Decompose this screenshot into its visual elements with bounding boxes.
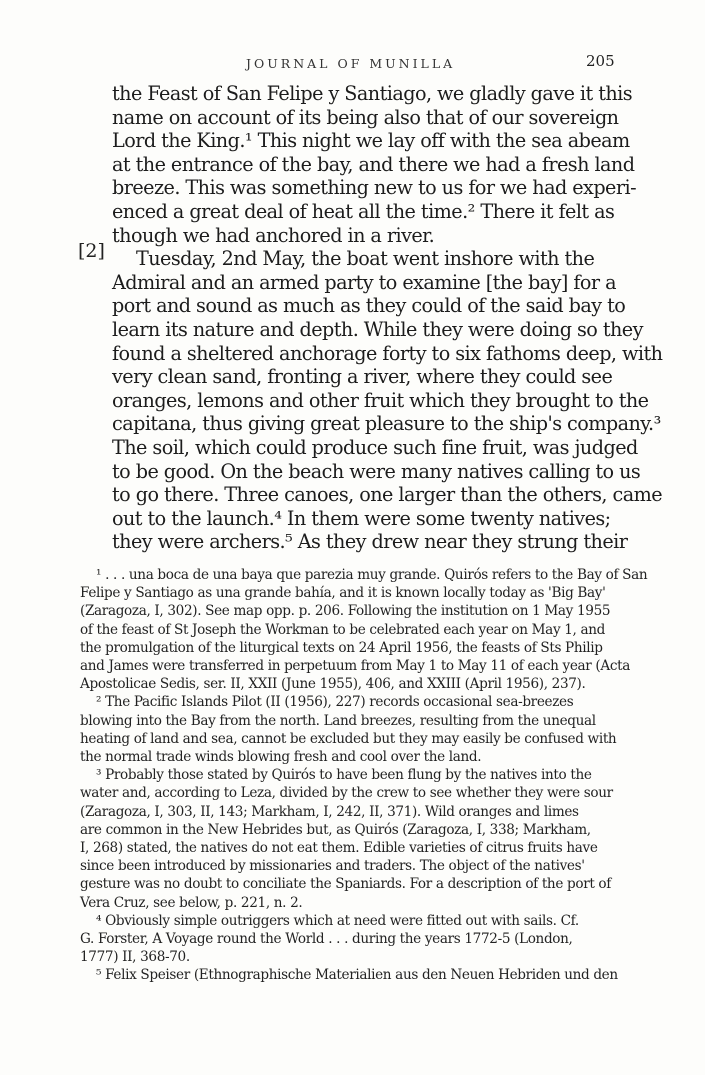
text-line: name on account of its being also that of our sovereign: [112, 105, 619, 129]
footnote-line: I, 268) stated, the natives do not eat them. Edible varieties of citrus fruits have: [80, 840, 598, 857]
footnote-line: blowing into the Bay from the north. Land breezes, resulting from the unequal: [80, 712, 596, 729]
footnote-line: ³ Probably those stated by Quirós to have been flung by the natives into the: [96, 767, 592, 784]
text-line: Tuesday, 2nd May, the boat went inshore with the: [136, 247, 595, 271]
footnote-line: and James were transferred in perpetuum from May 1 to May 11 of each year (Acta: [80, 658, 630, 675]
footnote-line: the promulgation of the liturgical texts on 24 April 1956, the feasts of Sts Philip: [80, 639, 603, 656]
footnote-line: Vera Cruz, see below, p. 221, n. 2.: [80, 894, 303, 911]
main-text: [112, 82, 672, 554]
text-line: very clean sand, fronting a river, where they could see: [112, 365, 613, 389]
footnote-line: ⁴ Obviously simple outriggers which at need were fitted out with sails. Cf.: [96, 912, 579, 929]
text-line: enced a great deal of heat all the time.² There it felt as: [112, 199, 615, 223]
running-head: JOURNAL OF MUNILLA: [246, 56, 456, 71]
footnote-line: Felipe y Santiago as una grande bahía, and it is known locally today as 'Big Bay': [80, 585, 606, 602]
footnote-line: of the feast of St Joseph the Workman to be celebrated each year on May 1, and: [80, 621, 605, 638]
text-line: to go there. Three canoes, one larger than the others, came: [112, 483, 663, 507]
footnote-line: gesture was no doubt to conciliate the Spaniards. For a description of the port of: [80, 876, 611, 893]
text-line: at the entrance of the bay, and there we had a fresh land: [112, 152, 635, 176]
footnotes: [80, 566, 680, 985]
text-line: to be good. On the beach were many natives calling to us: [112, 459, 641, 483]
footnote-line: (Zaragoza, I, 302). See map opp. p. 206. Following the institution on 1 May 1955: [80, 603, 611, 620]
footnote-line: water and, according to Leza, divided by the crew to see whether they were sour: [80, 785, 613, 802]
footnote-line: Apostolicae Sedis, ser. II, XXII (June 1955), 406, and XXIII (April 1956), 237).: [80, 676, 586, 693]
text-line: out to the launch.⁴ In them were some twenty natives;: [112, 506, 611, 530]
footnote-line: heating of land and sea, cannot be excluded but they may easily be confused with: [80, 730, 617, 747]
footnote-line: 1777) II, 368-70.: [80, 949, 190, 966]
footnote-line: are common in the New Hebrides but, as Quirós (Zaragoza, I, 338; Markham,: [80, 821, 591, 838]
footnote-line: ² The Pacific Islands Pilot (II (1956), 227) records occasional sea-breezes: [96, 694, 574, 711]
text-line: Lord the King.¹ This night we lay off with the sea abeam: [112, 129, 630, 153]
page-number: 205: [586, 52, 615, 70]
text-line: the Feast of San Felipe y Santiago, we gladly gave it this: [112, 82, 633, 105]
footnote-line: (Zaragoza, I, 303, II, 143; Markham, I, 242, II, 371). Wild oranges and limes: [80, 803, 579, 820]
text-line: capitana, thus giving great pleasure to the ship's company.³: [112, 412, 661, 436]
text-line: found a sheltered anchorage forty to six fathoms deep, with: [112, 341, 663, 365]
text-line: though we had anchored in a river.: [112, 223, 435, 247]
footnote-line: G. Forster, A Voyage round the World . . . during the years 1772-5 (London,: [80, 931, 573, 948]
text-line: Admiral and an armed party to examine [the bay] for a: [112, 270, 616, 294]
footnote-line: the normal trade winds blowing fresh and cool over the land.: [80, 749, 482, 766]
margin-paragraph-number: [2]: [78, 240, 105, 262]
footnote-line: ¹ . . . una boca de una baya que parezia muy grande. Quirós refers to the Bay of San: [96, 567, 648, 583]
text-line: port and sound as much as they could of the said bay to: [112, 294, 626, 318]
footnote-line: ⁵ Felix Speiser (Ethnographische Materialien aus den Neuen Hebriden und den: [96, 967, 618, 984]
text-line: oranges, lemons and other fruit which they brought to the: [112, 388, 649, 412]
text-line: breeze. This was something new to us for we had experi-: [112, 176, 637, 200]
text-line: learn its nature and depth. While they were doing so they: [112, 317, 643, 341]
footnote-line: since been introduced by missionaries and traders. The object of the natives': [80, 858, 585, 875]
text-line: they were archers.⁵ As they drew near they strung their: [112, 530, 628, 554]
text-line: The soil, which could produce such fine fruit, was judged: [112, 435, 638, 459]
